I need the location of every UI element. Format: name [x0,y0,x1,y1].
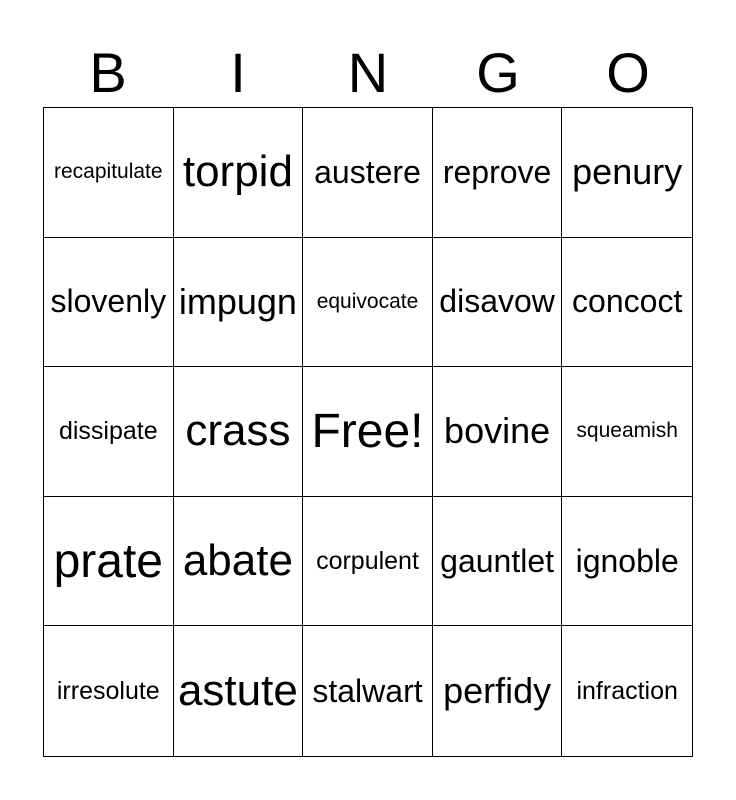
bingo-cell-free: Free! [303,367,433,497]
bingo-cell: impugn [174,238,304,368]
bingo-cell: recapitulate [44,108,174,238]
bingo-cell: prate [44,497,174,627]
bingo-cell: reprove [433,108,563,238]
bingo-cell: disavow [433,238,563,368]
bingo-cell: irresolute [44,626,174,756]
bingo-cell: perfidy [433,626,563,756]
bingo-cell: dissipate [44,367,174,497]
header-letter-g: G [476,41,520,104]
bingo-cell: corpulent [303,497,433,627]
header-letter-i: I [230,41,246,104]
bingo-cell: gauntlet [433,497,563,627]
bingo-cell: astute [174,626,304,756]
bingo-cell: ignoble [562,497,692,627]
bingo-cell: concoct [562,238,692,368]
header-letter-n: N [347,41,389,104]
bingo-cell: stalwart [303,626,433,756]
bingo-cell: bovine [433,367,563,497]
bingo-cell: crass [174,367,304,497]
bingo-cell: torpid [174,108,304,238]
header-letter-b: B [89,41,127,104]
bingo-cell: penury [562,108,692,238]
bingo-cell: infraction [576,676,678,705]
bingo-cell: abate [174,497,304,627]
bingo-cell: squeamish [562,367,692,497]
bingo-cell: slovenly [44,238,174,368]
bingo-grid [43,107,693,757]
bingo-cell: equivocate [303,238,433,368]
bingo-cell: austere [303,108,433,238]
header-letter-o: O [606,41,650,104]
bingo-header [43,38,693,108]
